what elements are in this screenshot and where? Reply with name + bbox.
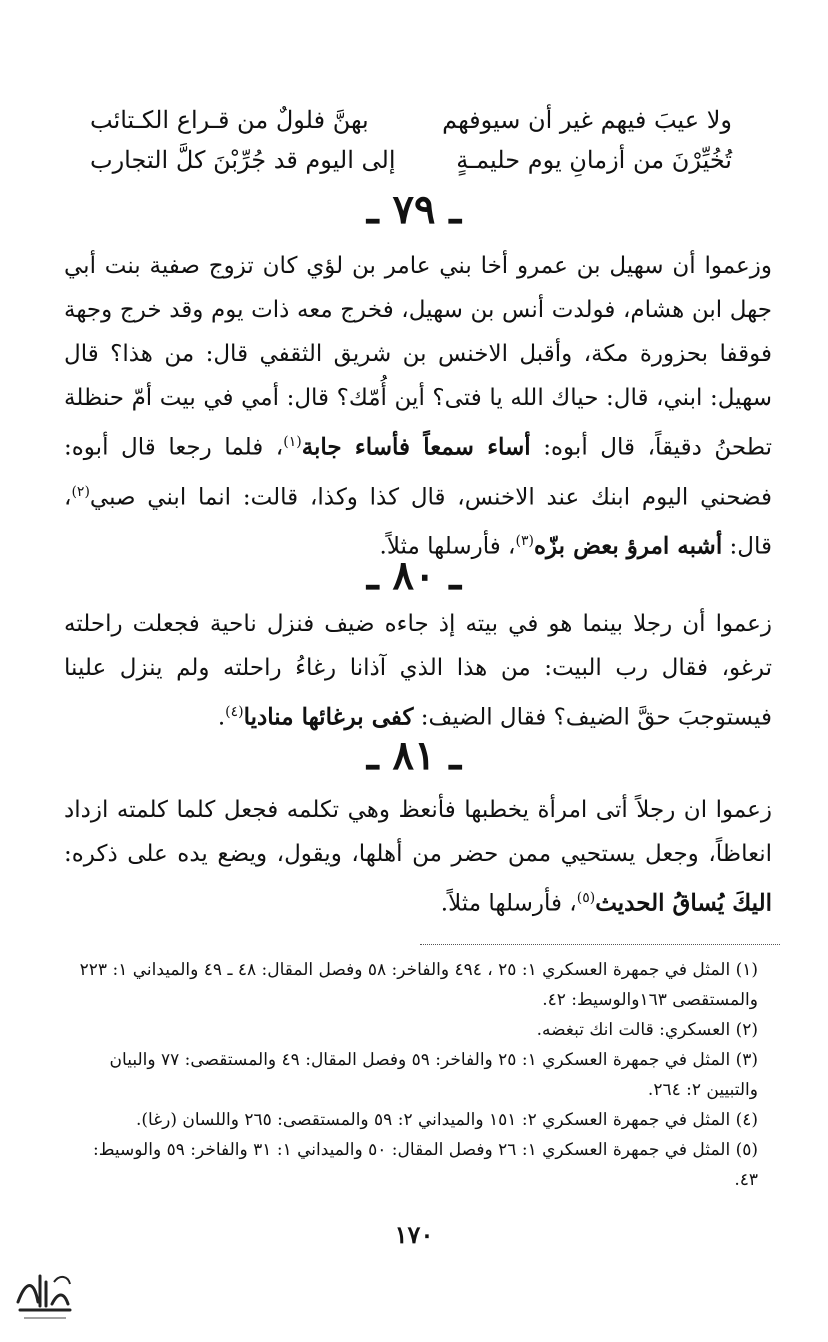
footnote-4: (٤) المثل في جمهرة العسكري ٢: ١٥١ والميداني ٢: ٥٩ والمستقصى: ٢٦٥ واللسان (رغا). bbox=[136, 1110, 758, 1130]
section-79-text bbox=[64, 244, 772, 569]
verse-1-left-hemistich: بهنَّ فلولٌ من قـراع الكـتائب bbox=[90, 106, 369, 134]
proverb-80: كفى برغائها مناديا bbox=[243, 703, 414, 731]
section-81-text-part-2: ، فأرسلها مثلاً. bbox=[440, 890, 577, 917]
section-79-text-part-3: ، قال: bbox=[64, 484, 772, 560]
poem-verse-1 bbox=[90, 100, 732, 140]
section-80-text-part-1: زعموا أن رجلا بينما هو في بيته إذ جاءه ضيف فنزل ناحية فجعلت راحلته ترغو، فقال رب البيت: من هذا الذي آذانا رغاءُ راحلته ولم ينزل علينا فيستوجبَ حقَّ الضيف؟ فقال الضيف: bbox=[64, 611, 772, 731]
footnote-5: (٥) المثل في جمهرة العسكري ١: ٢٦ وفصل المقال: ٥٠ والميداني ١: ٣١ والفاخر: ٥٩ والوسيط: ٤٣. bbox=[93, 1140, 758, 1190]
footnote-1: (١) المثل في جمهرة العسكري ١: ٢٥ ، ٤٩٤ والفاخر: ٥٨ وفصل المقال: ٤٨ ـ ٤٩ والميداني ١: ٢٢٣ والمستقصى ١٦٣والوسيط: ٤٢. bbox=[79, 960, 758, 1010]
section-number-81: ـ ٨١ ـ bbox=[366, 732, 462, 779]
footnote-ref-2[interactable]: (٢) bbox=[71, 483, 90, 500]
section-79-text-part-4: ، فأرسلها مثلاً. bbox=[379, 533, 516, 560]
section-81-text bbox=[64, 788, 772, 926]
proverb-79-a: أساء سمعاً فأساء جابة bbox=[301, 433, 531, 461]
section-number-80: ـ ٨٠ ـ bbox=[366, 552, 462, 599]
section-81-text-part-1: زعموا ان رجلاً أتى امرأة يخطبها فأنعظ وهي تكلمه فجعل كلما كلمته ازداد انعاظاً، وجعل يستحيي ممن حضر من أهلها، ويقول، ويضع يده على ذكره: bbox=[64, 797, 772, 867]
footnote-ref-1[interactable]: (١) bbox=[283, 434, 302, 450]
poem-verse-2 bbox=[90, 140, 732, 180]
footnotes bbox=[64, 955, 758, 1195]
verse-1-right-hemistich: ولا عيبَ فيهم غير أن سيوفهم bbox=[442, 106, 732, 134]
footnote-ref-3[interactable]: (٣) bbox=[515, 533, 534, 550]
proverb-79-b: أشبه امرؤ بعض بزّه bbox=[533, 532, 723, 560]
footnote-ref-5[interactable]: (٥) bbox=[576, 890, 596, 906]
section-79-text-part-1: وزعموا أن سهيل بن عمرو أخا بني عامر بن لؤي كان تزوج صفية بنت أبي جهل ابن هشام، فولدت أنس بن سهيل، فخرج معه ذات يوم وقد خرج وجهة فوقفا بحزورة مكة، وأقبل الاخنس بن شريق الثقفي قال: من هذا؟ قال سهيل: ابني، قال: حياك الله يا فتى؟ أين أُمّك؟ قال: أمي في بيت أمّ حنظلة تطحنُ دقيقاً، قال أبوه: bbox=[64, 253, 773, 461]
footnote-2: (٢) العسكري: قالت انك تبغضه. bbox=[536, 1020, 758, 1040]
verse-2-left-hemistich: إلى اليوم قد جُرِّبْنَ كلَّ التجارب bbox=[90, 146, 396, 174]
verse-2-right-hemistich: تُخُيِّرْنَ من أزمانِ يوم حليمـةٍ bbox=[456, 146, 732, 174]
library-stamp-icon bbox=[10, 1262, 80, 1332]
footnote-3: (٣) المثل في جمهرة العسكري ١: ٢٥ والفاخر: ٥٩ وفصل المقال: ٤٩ والمستقصى: ٧٧ والبيان والتبيين ٢: ٢٦٤. bbox=[109, 1050, 758, 1100]
section-79-text-part-2: ، فلما رجعا قال أبوه: فضحني اليوم ابنك عند الاخنس، قال كذا وكذا، قالت: انما ابني صبي bbox=[64, 434, 772, 511]
footnote-ref-4[interactable]: (٤) bbox=[225, 704, 244, 720]
section-number-79: ـ ٧٩ ـ bbox=[366, 186, 462, 233]
proverb-81: اليكَ يُساقُ الحديث bbox=[595, 889, 772, 917]
page-number: ١٧٠ bbox=[394, 1220, 434, 1249]
section-80-text bbox=[64, 602, 772, 740]
section-80-text-part-2: . bbox=[217, 704, 226, 731]
footnote-divider bbox=[420, 944, 780, 945]
